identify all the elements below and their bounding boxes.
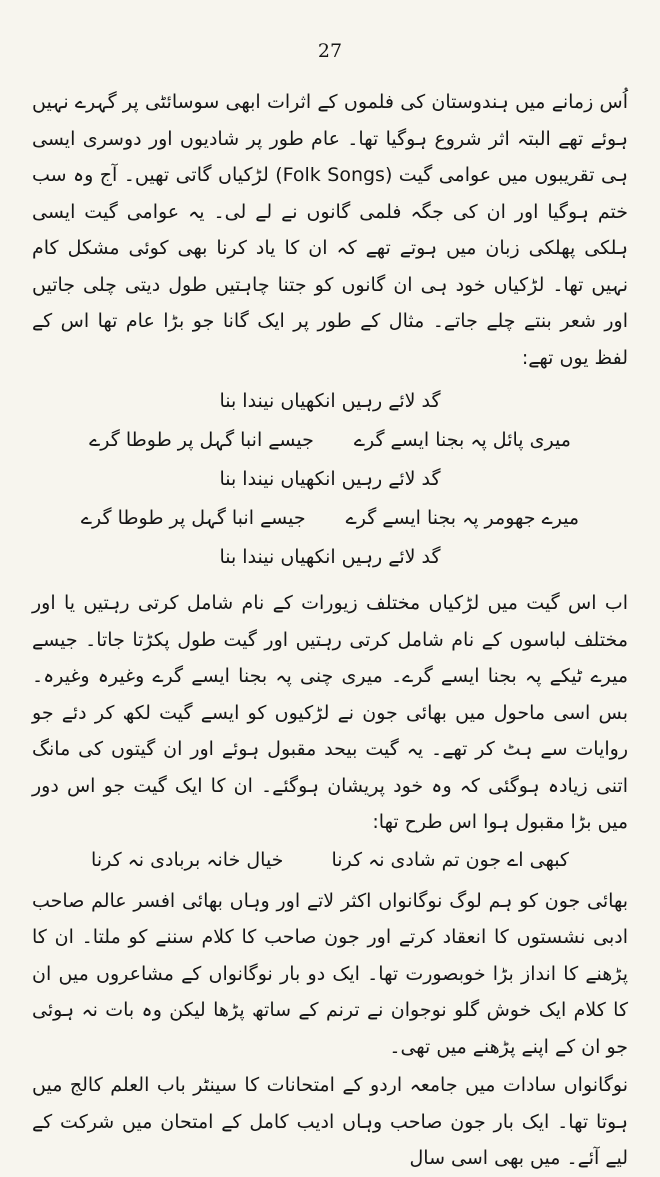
- paragraph-intro-text-end: ) لڑکیاں گاتی تھیں۔ آج وہ سب ختم ہوگیا اور ان کی جگہ فلمی گانوں نے لے لی۔ یہ عوامی گیت ایسی ہلکی پھلکی زبان میں ہوتے تھے کہ ان کا یاد کرنا بھی کوئی مشکل کام نہیں تھا۔ لڑکیاں خود ہی ان گانوں کو جتنا چاہتیں طول دیتی چلی جاتیں اور شعر بنتے چلے جاتے۔ مثال کے طور پر ایک گانا جو بڑا عام تھا اس کے لفظ یوں تھے:: [32, 164, 628, 369]
- verse-hemistich-right: میرے جھومر پہ بجنا ایسے گرے: [345, 507, 580, 529]
- couplet-hemistich-left: خیال خانہ بربادی نہ کرنا: [91, 848, 284, 871]
- verse-line: [32, 460, 628, 499]
- paragraph-intro-text-start: اُس زمانے میں ہندوستان کی فلموں کے اثرات ابھی سوسائٹی پر گہرے نہیں ہوئے تھے البتہ اثر شروع ہوگیا تھا۔ عام طور پر شادیوں اور دوسری ایسی ہی تقریبوں میں عوامی گیت (: [32, 91, 628, 186]
- verse-hemistich-left: جیسے انبا گہل پر طوطا گرے: [80, 507, 306, 529]
- folk-songs-term: Folk Songs: [282, 164, 385, 186]
- verse-line: [32, 421, 628, 460]
- page-number: 27: [317, 40, 343, 62]
- paragraph-exams: نوگانواں سادات میں جامعہ اردو کے امتحانات کا سینٹر باب العلم کالج میں ہوتا تھا۔ ایک بار جون صاحب وہاں ادیب کامل کے امتحان میں شرکت کے لیے آئے۔ میں بھی اسی سال: [32, 1074, 628, 1169]
- verse-refrain: گد لائے رہیں انکھیاں نیندا بنا: [219, 468, 441, 490]
- verse-line: [32, 499, 628, 538]
- verse-line: [32, 538, 628, 577]
- folk-song-verse: [32, 382, 628, 577]
- couplet-hemistich-right: کبھی اے جون تم شادی نہ کرنا: [331, 848, 569, 871]
- verse-refrain: گد لائے رہیں انکھیاں نیندا بنا: [219, 390, 441, 412]
- verse-line: [32, 382, 628, 421]
- jaun-couplet: [32, 841, 628, 879]
- paragraph-naugawan: بھائی جون کو ہم لوگ نوگانواں اکثر لاتے اور وہاں بھائی افسر عالم صاحب ادبی نشستوں کا انعقاد کرتے اور جون صاحب کا کلام سننے کو ملتا۔ ان کا پڑھنے کا انداز بڑا خوبصورت تھا۔ ایک دو بار نوگانواں کے مشاعروں میں ان کا کلام ایک خوش گلو نوجوان نے ترنم کے ساتھ پڑھا لیکن وہ بات نہ ہوئی جو ان کے اپنے پڑھنے میں تھی۔: [32, 889, 628, 1058]
- verse-hemistich-right: میری پائل پہ بجنا ایسے گرے: [353, 429, 571, 451]
- verse-refrain: گد لائے رہیں انکھیاں نیندا بنا: [219, 546, 441, 568]
- paragraph-intro: [32, 84, 628, 376]
- paragraph-songs: اب اس گیت میں لڑکیاں مختلف زیورات کے نام شامل کرتی رہتیں یا اور مختلف لباسوں کے نام شامل کرتی رہتیں اور گیت طول پکڑتا جاتا۔ جیسے میرے ٹیکے پہ بجنا ایسے گرے۔ میری چنی پہ بجنا ایسے گرے وغیرہ وغیرہ۔ بس اسی ماحول میں بھائی جون نے لڑکیوں کو ایسے گیت لکھ کر دئے جو روایات سے ہٹ کر تھے۔ یہ گیت بیحد مقبول ہوئے اور ان گیتوں کی مانگ اتنی زیادہ ہوگئی کہ وہ خود پریشان ہوگئے۔ ان کا ایک گیت جو اس دور میں بڑا مقبول ہوا اس طرح تھا:: [32, 592, 628, 833]
- verse-hemistich-left: جیسے انبا گہل پر طوطا گرے: [89, 429, 314, 451]
